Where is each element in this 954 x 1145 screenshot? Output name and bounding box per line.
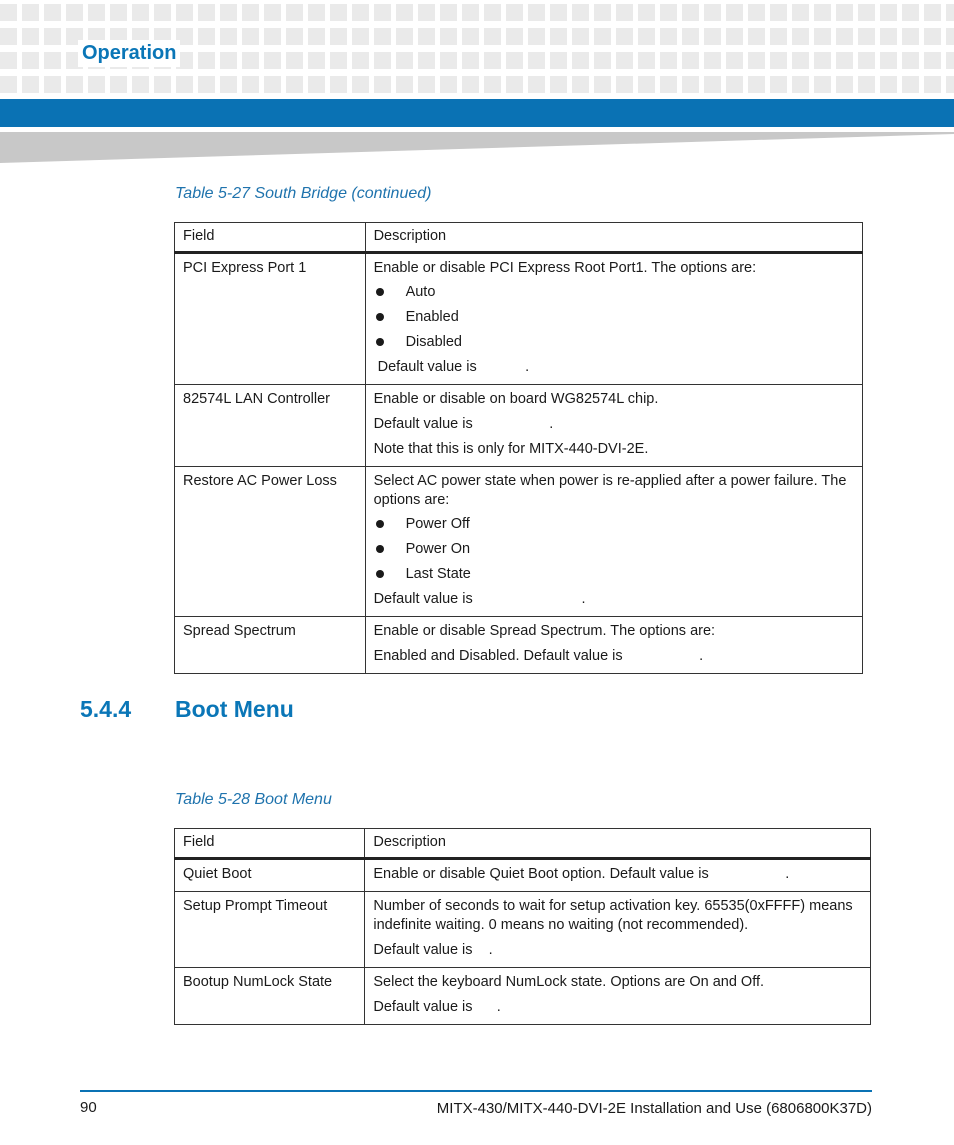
- table-row: [175, 892, 871, 968]
- column-header-field: Field: [175, 223, 366, 253]
- default-value-text: Default value is .: [373, 942, 493, 958]
- list-item: [374, 333, 854, 352]
- bullet-icon: [376, 520, 384, 528]
- default-value-text: Default value is .: [373, 359, 530, 375]
- boot-menu-table: [174, 828, 871, 1025]
- bullet-icon: [376, 570, 384, 578]
- section-heading: [80, 696, 294, 723]
- description-cell: [365, 892, 871, 968]
- table-caption: Table 5-27 South Bridge (continued): [175, 185, 432, 202]
- default-value-text: Default value is .: [373, 999, 501, 1015]
- table-header-row: [175, 829, 871, 859]
- options-list: [374, 515, 854, 584]
- section-number: 5.4.4: [80, 696, 132, 722]
- field-cell: Setup Prompt Timeout: [175, 892, 365, 968]
- bullet-icon: [376, 338, 384, 346]
- list-item: [374, 515, 854, 534]
- option-label: Last State: [405, 566, 471, 582]
- list-item: [374, 308, 854, 327]
- description-text: Select AC power state when power is re-applied after a power failure. The options are:: [373, 473, 847, 508]
- footer-rule: [80, 1090, 872, 1092]
- description-text: Enable or disable Spread Spectrum. The options are:: [373, 623, 716, 639]
- description-text: Number of seconds to wait for setup activation key. 65535(0xFFFF) means indefinite waiting. 0 means no waiting (not recommended).: [373, 898, 853, 933]
- field-cell: PCI Express Port 1: [175, 253, 366, 385]
- option-label: Enabled: [405, 309, 459, 325]
- option-label: Power On: [405, 541, 471, 557]
- table-row: [175, 253, 863, 385]
- table-row: [175, 617, 863, 674]
- description-cell: [365, 968, 871, 1025]
- column-header-description: Description: [365, 223, 862, 253]
- table-row: [175, 968, 871, 1025]
- column-header-description: Description: [365, 829, 871, 859]
- default-value-text: Default value is .: [373, 416, 554, 432]
- table-row: [175, 385, 863, 467]
- option-label: Disabled: [405, 334, 462, 350]
- description-cell: [365, 617, 862, 674]
- list-item: [374, 565, 854, 584]
- table-row: [175, 467, 863, 617]
- default-value-text: Enabled and Disabled. Default value is .: [373, 648, 704, 664]
- options-list: [374, 283, 854, 352]
- bullet-icon: [376, 313, 384, 321]
- bullet-icon: [376, 288, 384, 296]
- list-item: [374, 283, 854, 302]
- note-text: Note that this is only for MITX-440-DVI-2E.: [373, 441, 649, 457]
- option-label: Auto: [405, 284, 436, 300]
- section-title: Boot Menu: [175, 696, 294, 722]
- field-cell: Restore AC Power Loss: [175, 467, 366, 617]
- description-cell: [365, 467, 862, 617]
- field-cell: Spread Spectrum: [175, 617, 366, 674]
- document-title: MITX-430/MITX-440-DVI-2E Installation and Use (6806800K37D): [436, 1100, 872, 1117]
- table-row: [175, 859, 871, 892]
- section-tag: Operation: [78, 40, 180, 67]
- south-bridge-table: [174, 222, 863, 674]
- description-cell: [365, 253, 862, 385]
- table-header-row: [175, 223, 863, 253]
- field-cell: Quiet Boot: [175, 859, 365, 892]
- option-label: Power Off: [405, 516, 470, 532]
- field-cell: Bootup NumLock State: [175, 968, 365, 1025]
- list-item: [374, 540, 854, 559]
- table-caption: Table 5-28 Boot Menu: [175, 791, 332, 808]
- bullet-icon: [376, 545, 384, 553]
- description-cell: [365, 385, 862, 467]
- description-text: Enable or disable Quiet Boot option. Default value is .: [373, 866, 790, 882]
- field-cell: 82574L LAN Controller: [175, 385, 366, 467]
- header-band: [0, 99, 954, 127]
- description-text: Enable or disable on board WG82574L chip.: [373, 391, 659, 407]
- column-header-field: Field: [175, 829, 365, 859]
- default-value-text: Default value is .: [373, 591, 586, 607]
- page-number: 90: [80, 1099, 97, 1116]
- header-wedge: [0, 132, 954, 163]
- description-text: Enable or disable PCI Express Root Port1. The options are:: [373, 260, 757, 276]
- description-cell: [365, 859, 871, 892]
- description-text: Select the keyboard NumLock state. Options are On and Off.: [373, 974, 765, 990]
